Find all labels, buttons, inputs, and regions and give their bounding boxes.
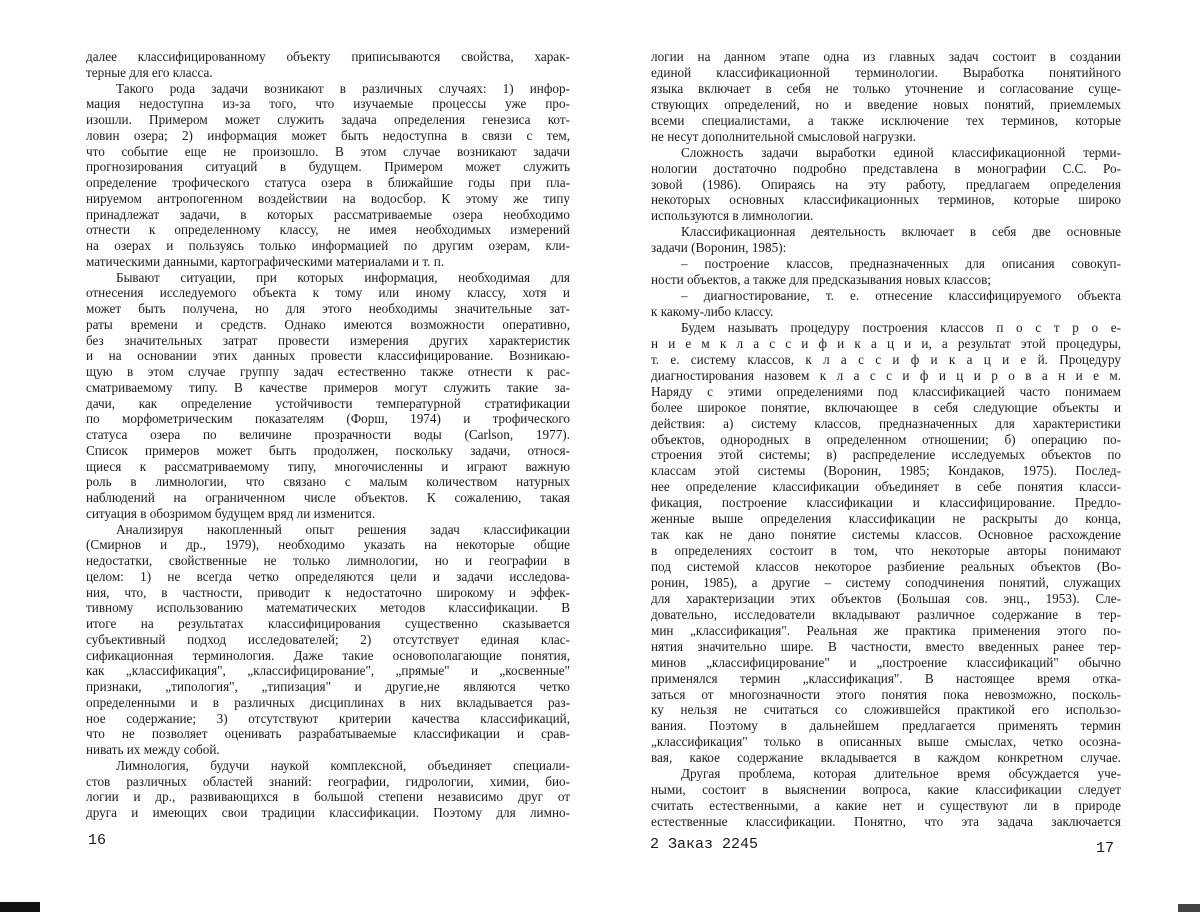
text-line: всеми специалистами, а также исключение тех терминов, которые [651, 112, 1121, 128]
text-line: что не позволяет оценивать разрабатываемые классификации и срав- [86, 726, 570, 742]
text-line: логии и др., развивающихся в большой степени независимо друг от [86, 789, 570, 805]
text-line: изошли. Примером может служить задача определения генезиса кот- [86, 112, 570, 127]
text-line: ловин озера; 2) информация может быть недоступна в связи с тем, [86, 127, 570, 143]
text-line: без значительных затрат провести измерения других характеристик [86, 332, 570, 348]
text-line: как „классификация", „классифицирование", „прямые" и „косвенные" [86, 663, 570, 679]
text-line: под системой классов некоторое разбиение реальных объектов (Во- [651, 559, 1121, 574]
text-line: определение трофического статуса озера в ближайшие годы при пла- [86, 175, 570, 190]
scan-edge-shadow [1178, 904, 1200, 912]
text-line: нее определение классификации объединяет в себе понятия класси- [651, 479, 1121, 495]
text-line: прогнозирования ситуаций в будущем. Примером может служить [86, 159, 570, 175]
text-line: ными, состоит в выяснении вопроса, какие классификации следует [651, 782, 1121, 798]
text-line: для характеризации этих объектов (Большая сов. энц., 1953). Сле- [651, 590, 1121, 606]
text-line: определенными и в различных дисциплинах в них вкладывается раз- [86, 694, 570, 710]
text-line: применялся термин „классификация". В настоящее время отка- [651, 670, 1121, 686]
text-line: сматриваемому типу. В качестве примеров могут служить такие за- [86, 379, 570, 395]
text-line: действия: а) систему классов, предназначенных для характеристики [651, 415, 1121, 431]
text-line: считать естественными, а какие нет и существуют ли в природе [651, 798, 1121, 814]
text-line: н и е м к л а с с и ф и к а ц и и, а результат этой процедуры, [651, 335, 1121, 351]
text-line: не несут дополнительной смысловой нагрузки. [651, 128, 916, 144]
text-line: нируемом антропогенном воздействии на водосбор. К этому же типу [86, 190, 570, 206]
text-line: ствующих определений, но и введение новых понятий, приемлемых [651, 96, 1121, 112]
page-number-left: 16 [88, 832, 107, 849]
text-line: роль в лимнологии, что связано с малым количеством натурных [86, 474, 570, 490]
text-line: языка включает в себя не только уточнение и согласование суще- [651, 80, 1121, 96]
text-line: нивать их между собой. [86, 742, 220, 757]
text-line: может быть получена, но для этого необходимы значительные зат- [86, 301, 570, 316]
text-line: дачи, как определение устойчивости температурной стратификации [86, 395, 570, 411]
text-line: далее классифицированному объекту приписываются свойства, харак- [86, 49, 570, 64]
text-line: целом: 1) не всегда четко определяются цели и задачи исследова- [86, 568, 570, 584]
page-number-right: 17 [1096, 840, 1115, 857]
text-line: Наряду с этими определениями под классификацией часто понимаем [651, 383, 1121, 399]
text-line: что событие еще не произошло. В этом случае возникают задачи [86, 143, 570, 159]
text-line: наблюдений на ограниченном числе объектов. К сожалению, такая [86, 490, 570, 505]
text-line: Анализируя накопленный опыт решения задач классификации [116, 521, 570, 537]
text-line: „классификация" только в описанных выше смыслах, четко осозна- [651, 734, 1121, 750]
text-line: диагностирования назовем к л а с с и ф и ц и р о в а н и е м. [651, 367, 1121, 383]
text-line: по морфометрическим показателям (Форш, 1974) и трофического [86, 411, 570, 427]
text-line: друга и имеющих свои традиции классификации. Поэтому для лимно- [86, 805, 570, 820]
text-line: Другая проблема, которая длительное время обсуждается уче- [681, 766, 1121, 782]
text-line: нологии достаточно подробно представлена в монографии С.С. Ро- [651, 160, 1121, 176]
text-line: Бывают ситуации, при которых информация, необходимая для [116, 269, 570, 285]
text-line: объектов, однородных в определенном отношении; б) операцию по- [651, 431, 1121, 447]
text-line: нятия значительно шире. В частности, вместо введенных ранее тер- [651, 638, 1121, 654]
text-line: Такого рода задачи возникают в различных случаях: 1) инфор- [116, 80, 570, 96]
text-line: тивному использованию математических методов классификации. В [86, 600, 570, 616]
text-line: используются в лимнологии. [651, 208, 814, 224]
text-line: отнести к определенному классу, не имея необходимых измерений [86, 222, 570, 238]
text-line: терные для его класса. [86, 64, 213, 80]
text-line: ку нельзя не считаться со сложившейся практикой его использо- [651, 702, 1121, 718]
text-line: – диагностирование, т. е. отнесение классифицируемого объекта [681, 288, 1121, 304]
text-line: строения этой системы; в) распределение исследуемых объектов по [651, 447, 1121, 463]
printer-signature: 2 Заказ 2245 [650, 836, 759, 853]
text-line: Будем называть процедуру построения классов п о с т р о е- [681, 319, 1121, 335]
text-line: к какому-либо классу. [651, 304, 774, 319]
text-line: минов „классифицирование" и „построение классификаций" обычно [651, 654, 1121, 670]
text-line: вая, какое содержание вкладывается в каждом конкретном случае. [651, 750, 1121, 766]
text-line: раты времени и средств. Однако имеются возможности оперативно, [86, 316, 570, 332]
text-line: довательно, исследователи вкладывают различное содержание в тер- [651, 606, 1121, 622]
text-line: некоторых основных классификационных терминов, которые широко [651, 192, 1121, 208]
text-line: классам этой системы (Воронин, 1985; Кондаков, 1975). Послед- [651, 463, 1121, 479]
text-line: итоге на результатах классифицирования существенно сказывается [86, 616, 570, 631]
text-line: щую в этом случае группу задач естественно также отнести к рас- [86, 364, 570, 379]
text-line: так как не дано понятие системы классов. Основное расхождение [651, 527, 1121, 543]
text-line: недостатки, свойственные не только лимнологии, но и географии в [86, 553, 570, 568]
text-line: стов различных областей знаний: географии, гидрологии, химии, био- [86, 773, 570, 789]
text-line: ронин, 1985), а другие – систему соподчинения понятий, служащих [651, 574, 1121, 590]
left-page-text [86, 49, 570, 821]
text-line: единой классификационной терминологии. Выработка понятийного [651, 64, 1121, 80]
text-line: Классификационная деятельность включает в себя две основные [681, 224, 1121, 240]
text-line: ситуация в обозримом будущем вряд ли изменится. [86, 505, 376, 521]
text-line: и на основании этих данных провести классифицирование. Возникаю- [86, 348, 570, 364]
text-line: более широкое понятие, включающее в себя следующие объекты и [651, 399, 1121, 415]
text-line: фикация, построение классификации и классифицирование. Предло- [651, 495, 1121, 511]
text-line: т. е. систему классов, к л а с с и ф и к а ц и е й. Процедуру [651, 351, 1121, 367]
text-line: ное содержание; 3) отсутствуют критерии качества классификаций, [86, 710, 570, 726]
text-line: мация недоступна из-за того, что изучаемые процессы уже про- [86, 96, 570, 112]
text-line: естественные классификации. Понятно, что эта задача заключается [651, 814, 1121, 829]
text-line: щиеся к рассматриваемому типу, многочисленны и играют важную [86, 458, 570, 474]
text-line: отнесения исследуемого объекта к тому или иному классу, хотя и [86, 285, 570, 301]
text-line: признаки, „типология", „типизация" и другие,не являются четко [86, 679, 570, 694]
text-line: статуса озера по величине прозрачности воды (Carlson, 1977). [86, 427, 570, 442]
text-line: матическими данными, картографическими материалами и т. п. [86, 253, 445, 269]
text-line: на озерах и пользуясь только информацией по другим озерам, кли- [86, 238, 570, 253]
text-line: задачи (Воронин, 1985): [651, 240, 787, 256]
text-line: мин „классификация". Реальная же практика применения этого по- [651, 622, 1121, 638]
text-line: заться от многозначности этого понятия пока невозможно, посколь- [651, 686, 1121, 702]
text-line: субъективный подход исследователей; 2) отсутствует единая клас- [86, 631, 570, 647]
text-line: (Смирнов и др., 1979), необходимо указать на некоторые общие [86, 537, 570, 553]
text-line: Список примеров может быть продолжен, поскольку задачи, относя- [86, 442, 570, 458]
text-line: сификационная терминология. Даже такие основополагающие понятия, [86, 647, 570, 663]
text-line: ности объектов, а также для предсказывания новых классов; [651, 272, 991, 288]
text-line: женные выше определения классификации не раскрыты до конца, [651, 511, 1121, 527]
text-line: – построение классов, предназначенных для описания совокуп- [681, 256, 1121, 272]
text-line: Лимнология, будучи наукой комплексной, объединяет специали- [116, 757, 570, 773]
right-page-text [651, 49, 1121, 830]
text-line: логии на данном этапе одна из главных задач состоит в создании [651, 49, 1121, 64]
text-line: в определениях состоит в том, что некоторые авторы понимают [651, 543, 1121, 559]
text-line: принадлежат задачи, в которых рассматриваемые озера необходимо [86, 206, 570, 222]
text-line: зовой (1986). Опираясь на эту работу, предлагаем определения [651, 176, 1121, 192]
text-line: ния, что, в частности, приводит к недостаточно широкому и эффек- [86, 584, 570, 600]
text-line: вания. Поэтому в дальнейшем предлагается применять термин [651, 718, 1121, 734]
text-line: Сложность задачи выработки единой классификационной терми- [681, 144, 1121, 160]
scan-edge-shadow [0, 902, 40, 912]
